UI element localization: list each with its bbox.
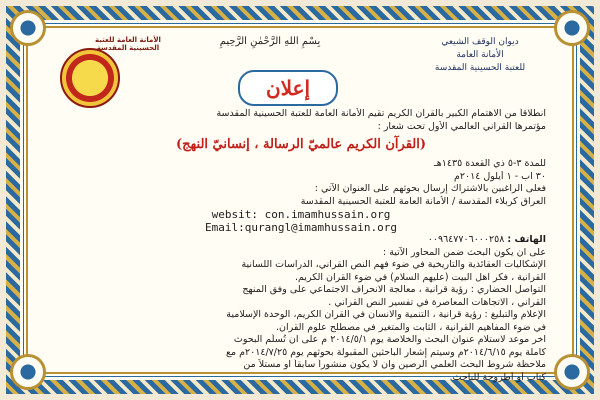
- conference-slogan: (القرآن الكريم عالميّ الرسالة ، إنسانيّ النهج): [175, 137, 426, 152]
- date-gregorian: ٣٠ آب - ١ أيلول ٢٠١٤م: [454, 170, 546, 182]
- axis-line: القرآني ، الاتجاهات المعاصرة في تفسير النص القرآني .: [328, 296, 546, 308]
- header-line: الأمانة العامة: [456, 50, 504, 60]
- announcement-body: [56, 108, 546, 384]
- website-link[interactable]: websit: con.imamhussain.org: [211, 208, 391, 221]
- corner-ornament-icon: [554, 10, 590, 46]
- axes-intro: على ان يكون البحث ضمن المحاور الآتية :: [382, 246, 546, 258]
- corner-ornament-icon: [10, 10, 46, 46]
- axis-line: في ضوء المفاهيم القرآنية ، الثابت والمتغير في مصطلح علوم القرآن.: [275, 321, 546, 333]
- shrine-logo-icon: [60, 48, 120, 108]
- phone-number: ٠٠٩٦٤٧٧٠٦٠٠٠٢٥٨: [427, 234, 505, 245]
- phone-label: الهاتف :: [507, 234, 546, 245]
- axis-line: الإشكاليات العقائدية والتاريخية في ضوء فهم النص القرآني، الدراسات اللسانية: [241, 259, 546, 270]
- endowment-header: [420, 36, 540, 75]
- phone-row: [56, 234, 546, 247]
- axis-line: القرآنية ، فكر اهل البيت (عليهم السلام) في ضوء القرآن الكريم.: [294, 271, 546, 283]
- title-badge: [238, 70, 338, 106]
- deadline-line: كاملة يوم ٢٠١٤/٦/١٥م وسيتم إشعار الباحثين المقبولة بحوثهم يوم ٢٠١٤/٧/٢٥م مع: [226, 346, 546, 358]
- deadline-line: كتاب أو أطروحة للباحث.: [449, 371, 546, 383]
- date-hijri: للمدة ٣-٥ ذي القعدة ١٤٣٥هـ: [433, 158, 546, 169]
- email-link[interactable]: Email:qurangl@imamhussain.org: [204, 221, 398, 234]
- basmala: بِسْمِ اللهِ الرَّحْمٰنِ الرَّحِيمِ: [219, 36, 321, 47]
- axis-line: الإعلام والتبليغ : رؤية قرآنية ، التنمية والانسان في القرآن الكريم، الوحدة الإسلامية: [226, 309, 546, 320]
- page-title: إعلان: [265, 76, 311, 100]
- deadline-line: آخر موعد لاستلام عنوان البحث والخلاصة يوم ٢٠١٤/٥/١ م على ان تُسلَّم البحوث: [233, 334, 546, 345]
- address: العراق كربلاء المقدسة / الأمانة العامة للعتبة الحسينية المقدسة: [300, 195, 546, 207]
- deadline-line: ملاحظة شروط البحث العلمي الرصين وان لا يكون منشوراً سابقاً او مستلاً من: [243, 359, 546, 370]
- corner-ornament-icon: [554, 354, 590, 390]
- call-text: فعلى الراغبين بالاشتراك إرسال بحوثهم على العنوان الآتي :: [314, 183, 546, 194]
- intro-line: مؤتمرها القرآني العالمي الأول تحت شعار :: [377, 120, 546, 132]
- axis-line: التواصل الحضاري : رؤية قرآنية ، معالجة الانحراف الاجتماعي على وفق المنهج: [242, 284, 546, 295]
- header-line: للعتبة الحسينية المقدسة: [434, 63, 526, 73]
- corner-ornament-icon: [10, 354, 46, 390]
- left-logo-text: الأمانة العامة للعتبة الحسينية المقدسة: [95, 36, 161, 52]
- intro-line: انطلاقاً من الاهتمام الكبير بالقرآن الكريم تقيم الأمانة العامة للعتبة الحسينية المقدسة: [216, 108, 546, 119]
- header-line: ديوان الوقف الشيعي: [441, 37, 519, 47]
